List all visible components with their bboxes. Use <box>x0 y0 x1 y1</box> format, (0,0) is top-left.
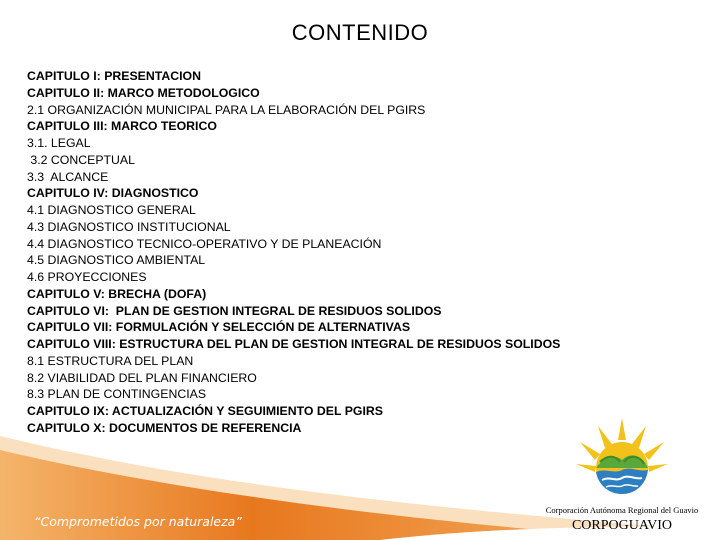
toc-item: 4.6 PROYECCIONES <box>27 270 147 284</box>
toc-item: 3.2 CONCEPTUAL <box>27 152 135 167</box>
toc-item: 4.4 DIAGNOSTICO TECNICO-OPERATIVO Y DE PLANEACIÓN <box>27 236 382 251</box>
toc-item: 3.1. LEGAL <box>27 136 91 150</box>
corpoguavio-logo-icon <box>570 410 674 502</box>
toc-item: CAPITULO II: MARCO METODOLOGICO <box>27 85 260 100</box>
toc-item: CAPITULO VII: FORMULACIÓN Y SELECCIÓN DE ALTERNATIVAS <box>27 320 411 335</box>
toc-item: CAPITULO VIII: ESTRUCTURA DEL PLAN DE GESTION INTEGRAL DE RESIDUOS SOLIDOS <box>27 337 561 351</box>
toc-item: 8.2 VIABILIDAD DEL PLAN FINANCIERO <box>27 370 257 385</box>
organization-short-name: CORPOGUAVIO <box>571 518 673 533</box>
toc-item: 3.3 ALCANCE <box>27 169 109 184</box>
toc-item: 8.3 PLAN DE CONTINGENCIAS <box>27 387 207 402</box>
toc-item: CAPITULO X: DOCUMENTOS DE REFERENCIA <box>27 420 302 435</box>
table-of-contents <box>27 68 560 437</box>
toc-item: 4.1 DIAGNOSTICO GENERAL <box>27 203 196 217</box>
slogan-text: “Comprometidos por naturaleza” <box>34 514 242 529</box>
page-title: CONTENIDO <box>291 20 429 45</box>
toc-item: 2.1 ORGANIZACIÓN MUNICIPAL PARA LA ELABORACIÓN DEL PGIRS <box>27 102 426 117</box>
toc-item: CAPITULO IX: ACTUALIZACIÓN Y SEGUIMIENTO DEL PGIRS <box>27 404 383 418</box>
toc-item: CAPITULO IV: DIAGNOSTICO <box>27 186 199 201</box>
toc-item: 4.3 DIAGNOSTICO INSTITUCIONAL <box>27 219 231 234</box>
toc-item: 4.5 DIAGNOSTICO AMBIENTAL <box>27 253 206 268</box>
toc-item: 8.1 ESTRUCTURA DEL PLAN <box>27 353 194 368</box>
organization-full-name: Corporación Autónoma Regional del Guavio <box>545 505 699 515</box>
toc-item: CAPITULO V: BRECHA (DOFA) <box>27 286 207 301</box>
toc-item: CAPITULO III: MARCO TEORICO <box>27 119 217 134</box>
toc-item: CAPITULO I: PRESENTACION <box>27 69 201 83</box>
toc-item: CAPITULO VI: PLAN DE GESTION INTEGRAL DE RESIDUOS SOLIDOS <box>27 303 442 318</box>
